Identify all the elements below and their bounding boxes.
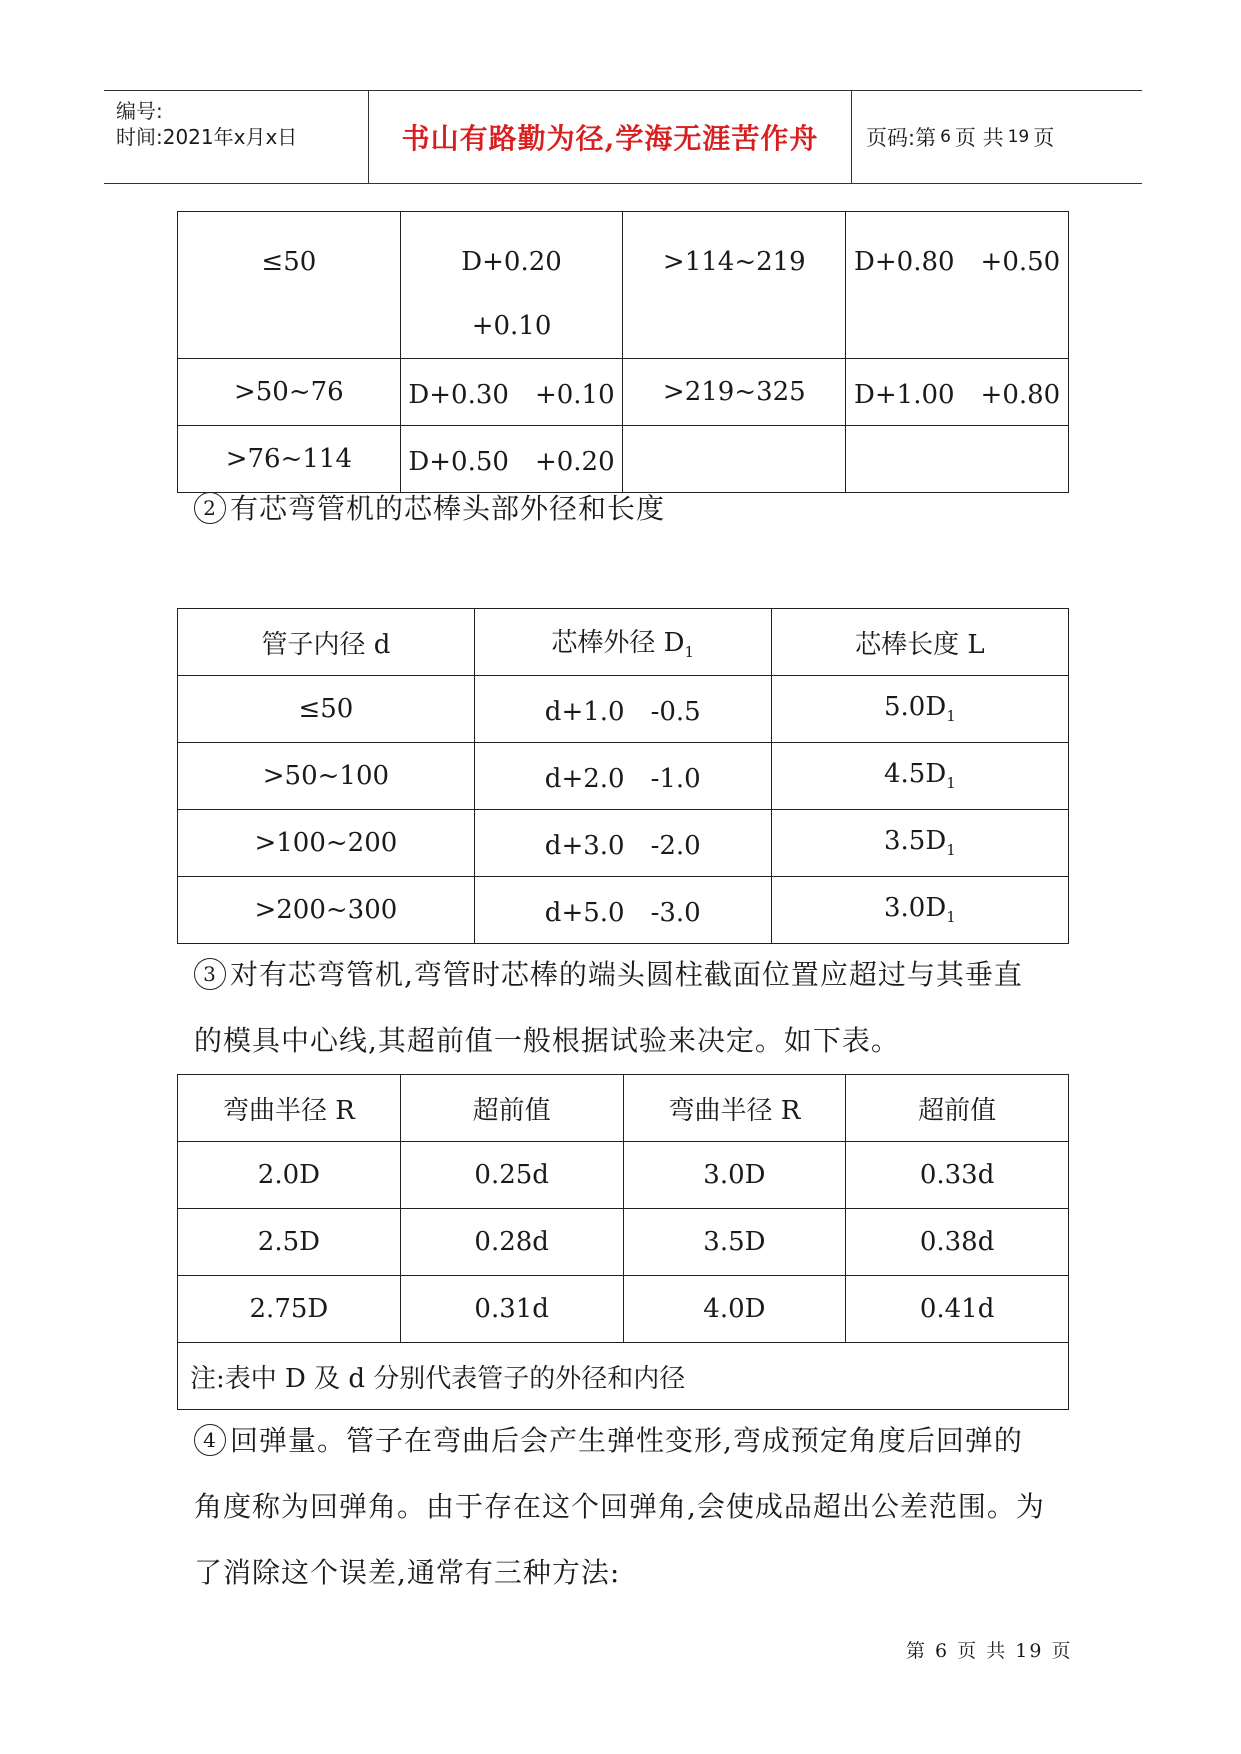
table-row: [178, 212, 1069, 359]
table-row: [178, 877, 1069, 944]
section-2-text: 有芯弯管机的芯棒头部外径和长度: [230, 492, 666, 525]
table-cell: d+2.0 -1.0: [474, 743, 771, 810]
section-4-line: 了消除这个误差,通常有三种方法:: [194, 1556, 621, 1589]
table-cell: 0.28d: [400, 1209, 623, 1276]
table-header-row: [178, 1075, 1069, 1142]
page-total: 19: [1007, 127, 1030, 147]
table-cell: >100~200: [178, 810, 475, 877]
table-cell: 0.25d: [400, 1142, 623, 1209]
table-cell: d+1.0 -0.5: [474, 676, 771, 743]
table-cell: 3.0D: [623, 1142, 846, 1209]
table-cell: [400, 212, 623, 359]
table-cell: $5.0D_1$: [771, 676, 1068, 743]
table-cell: >114~219: [623, 212, 846, 359]
table-cell: ≤50: [178, 676, 475, 743]
lead-value-table: [177, 1074, 1069, 1410]
table-cell: $3.0D_1$: [771, 877, 1068, 944]
cell-line: D+0.20: [461, 247, 562, 277]
page-footer: 第 6 页 共 19 页: [906, 1640, 1073, 1662]
table-cell: 0.33d: [846, 1142, 1069, 1209]
table-cell: >76~114: [178, 426, 401, 493]
table-cell: 0.41d: [846, 1276, 1069, 1343]
table-cell: >200~300: [178, 877, 475, 944]
table-row: [178, 1209, 1069, 1276]
table-header-cell: 超前值: [846, 1075, 1069, 1142]
table-row: [178, 359, 1069, 426]
bend-tolerance-table: [177, 211, 1069, 493]
table-cell: [846, 426, 1069, 493]
header-page-info: [852, 91, 1142, 183]
header-motto: 书山有路勤为径,学海无涯苦作舟: [369, 91, 852, 183]
table-cell: 2.0D: [178, 1142, 401, 1209]
section-4-line: 角度称为回弹角。由于存在这个回弹角,会使成品超出公差范围。为: [194, 1490, 1045, 1523]
mandrel-table: [177, 608, 1069, 944]
header-meta: [104, 91, 369, 183]
table-header-cell: 芯棒外径 $D_1$: [474, 609, 771, 676]
table-cell: d+3.0 -2.0: [474, 810, 771, 877]
table-header-cell: 弯曲半径 R: [623, 1075, 846, 1142]
table-header-cell: 芯棒长度 L: [771, 609, 1068, 676]
table-cell: >50~76: [178, 359, 401, 426]
table-row: [178, 743, 1069, 810]
section-3-line: 的模具中心线,其超前值一般根据试验来决定。如下表。: [194, 1024, 900, 1057]
table-note-row: [178, 1343, 1069, 1410]
table-cell: $4.5D_1$: [771, 743, 1068, 810]
table-header-cell: 弯曲半径 R: [178, 1075, 401, 1142]
table-cell: >219~325: [623, 359, 846, 426]
circled-number: 3: [194, 958, 226, 990]
section-3-line: 对有芯弯管机,弯管时芯棒的端头圆柱截面位置应超过与其垂直: [230, 958, 1023, 991]
table-cell: >50~100: [178, 743, 475, 810]
time-label: 时间:2021年x月x日: [116, 125, 298, 149]
table-cell: 0.31d: [400, 1276, 623, 1343]
page-prefix: 页码:第: [866, 126, 937, 150]
section-2-heading: [194, 476, 665, 542]
table-cell: 3.5D: [623, 1209, 846, 1276]
page-current: 6: [940, 127, 951, 147]
table-row: [178, 1276, 1069, 1343]
page-header: [104, 90, 1142, 184]
table-header-row: [178, 609, 1069, 676]
table-cell: D+0.30 +0.10: [400, 359, 623, 426]
table-cell: d+5.0 -3.0: [474, 877, 771, 944]
page-suffix: 页: [1033, 126, 1055, 150]
table-row: [178, 676, 1069, 743]
table-header-cell: 管子内径 d: [178, 609, 475, 676]
circled-number: 2: [194, 492, 226, 524]
table-cell: D+0.80 +0.50: [846, 212, 1069, 359]
table-cell: 2.5D: [178, 1209, 401, 1276]
table-cell: D+0.50 +0.20: [400, 426, 623, 493]
table-row: [178, 810, 1069, 877]
table-cell: 0.38d: [846, 1209, 1069, 1276]
table-note: 注:表中 D 及 d 分别代表管子的外径和内径: [178, 1343, 1069, 1410]
table-cell: 4.0D: [623, 1276, 846, 1343]
page-mid: 页 共: [954, 126, 1004, 150]
section-4-line: 回弹量。管子在弯曲后会产生弹性变形,弯成预定角度后回弹的: [230, 1424, 1023, 1457]
table-cell: 2.75D: [178, 1276, 401, 1343]
number-label: 编号:: [116, 99, 163, 123]
cell-line: +0.10: [471, 311, 552, 341]
section-4-paragraph: [194, 1408, 1045, 1606]
circled-number: 4: [194, 1424, 226, 1456]
table-cell: $3.5D_1$: [771, 810, 1068, 877]
table-cell: ≤50: [178, 212, 401, 359]
table-row: [178, 1142, 1069, 1209]
section-3-paragraph: [194, 942, 1023, 1074]
table-header-cell: 超前值: [400, 1075, 623, 1142]
table-cell: D+1.00 +0.80: [846, 359, 1069, 426]
